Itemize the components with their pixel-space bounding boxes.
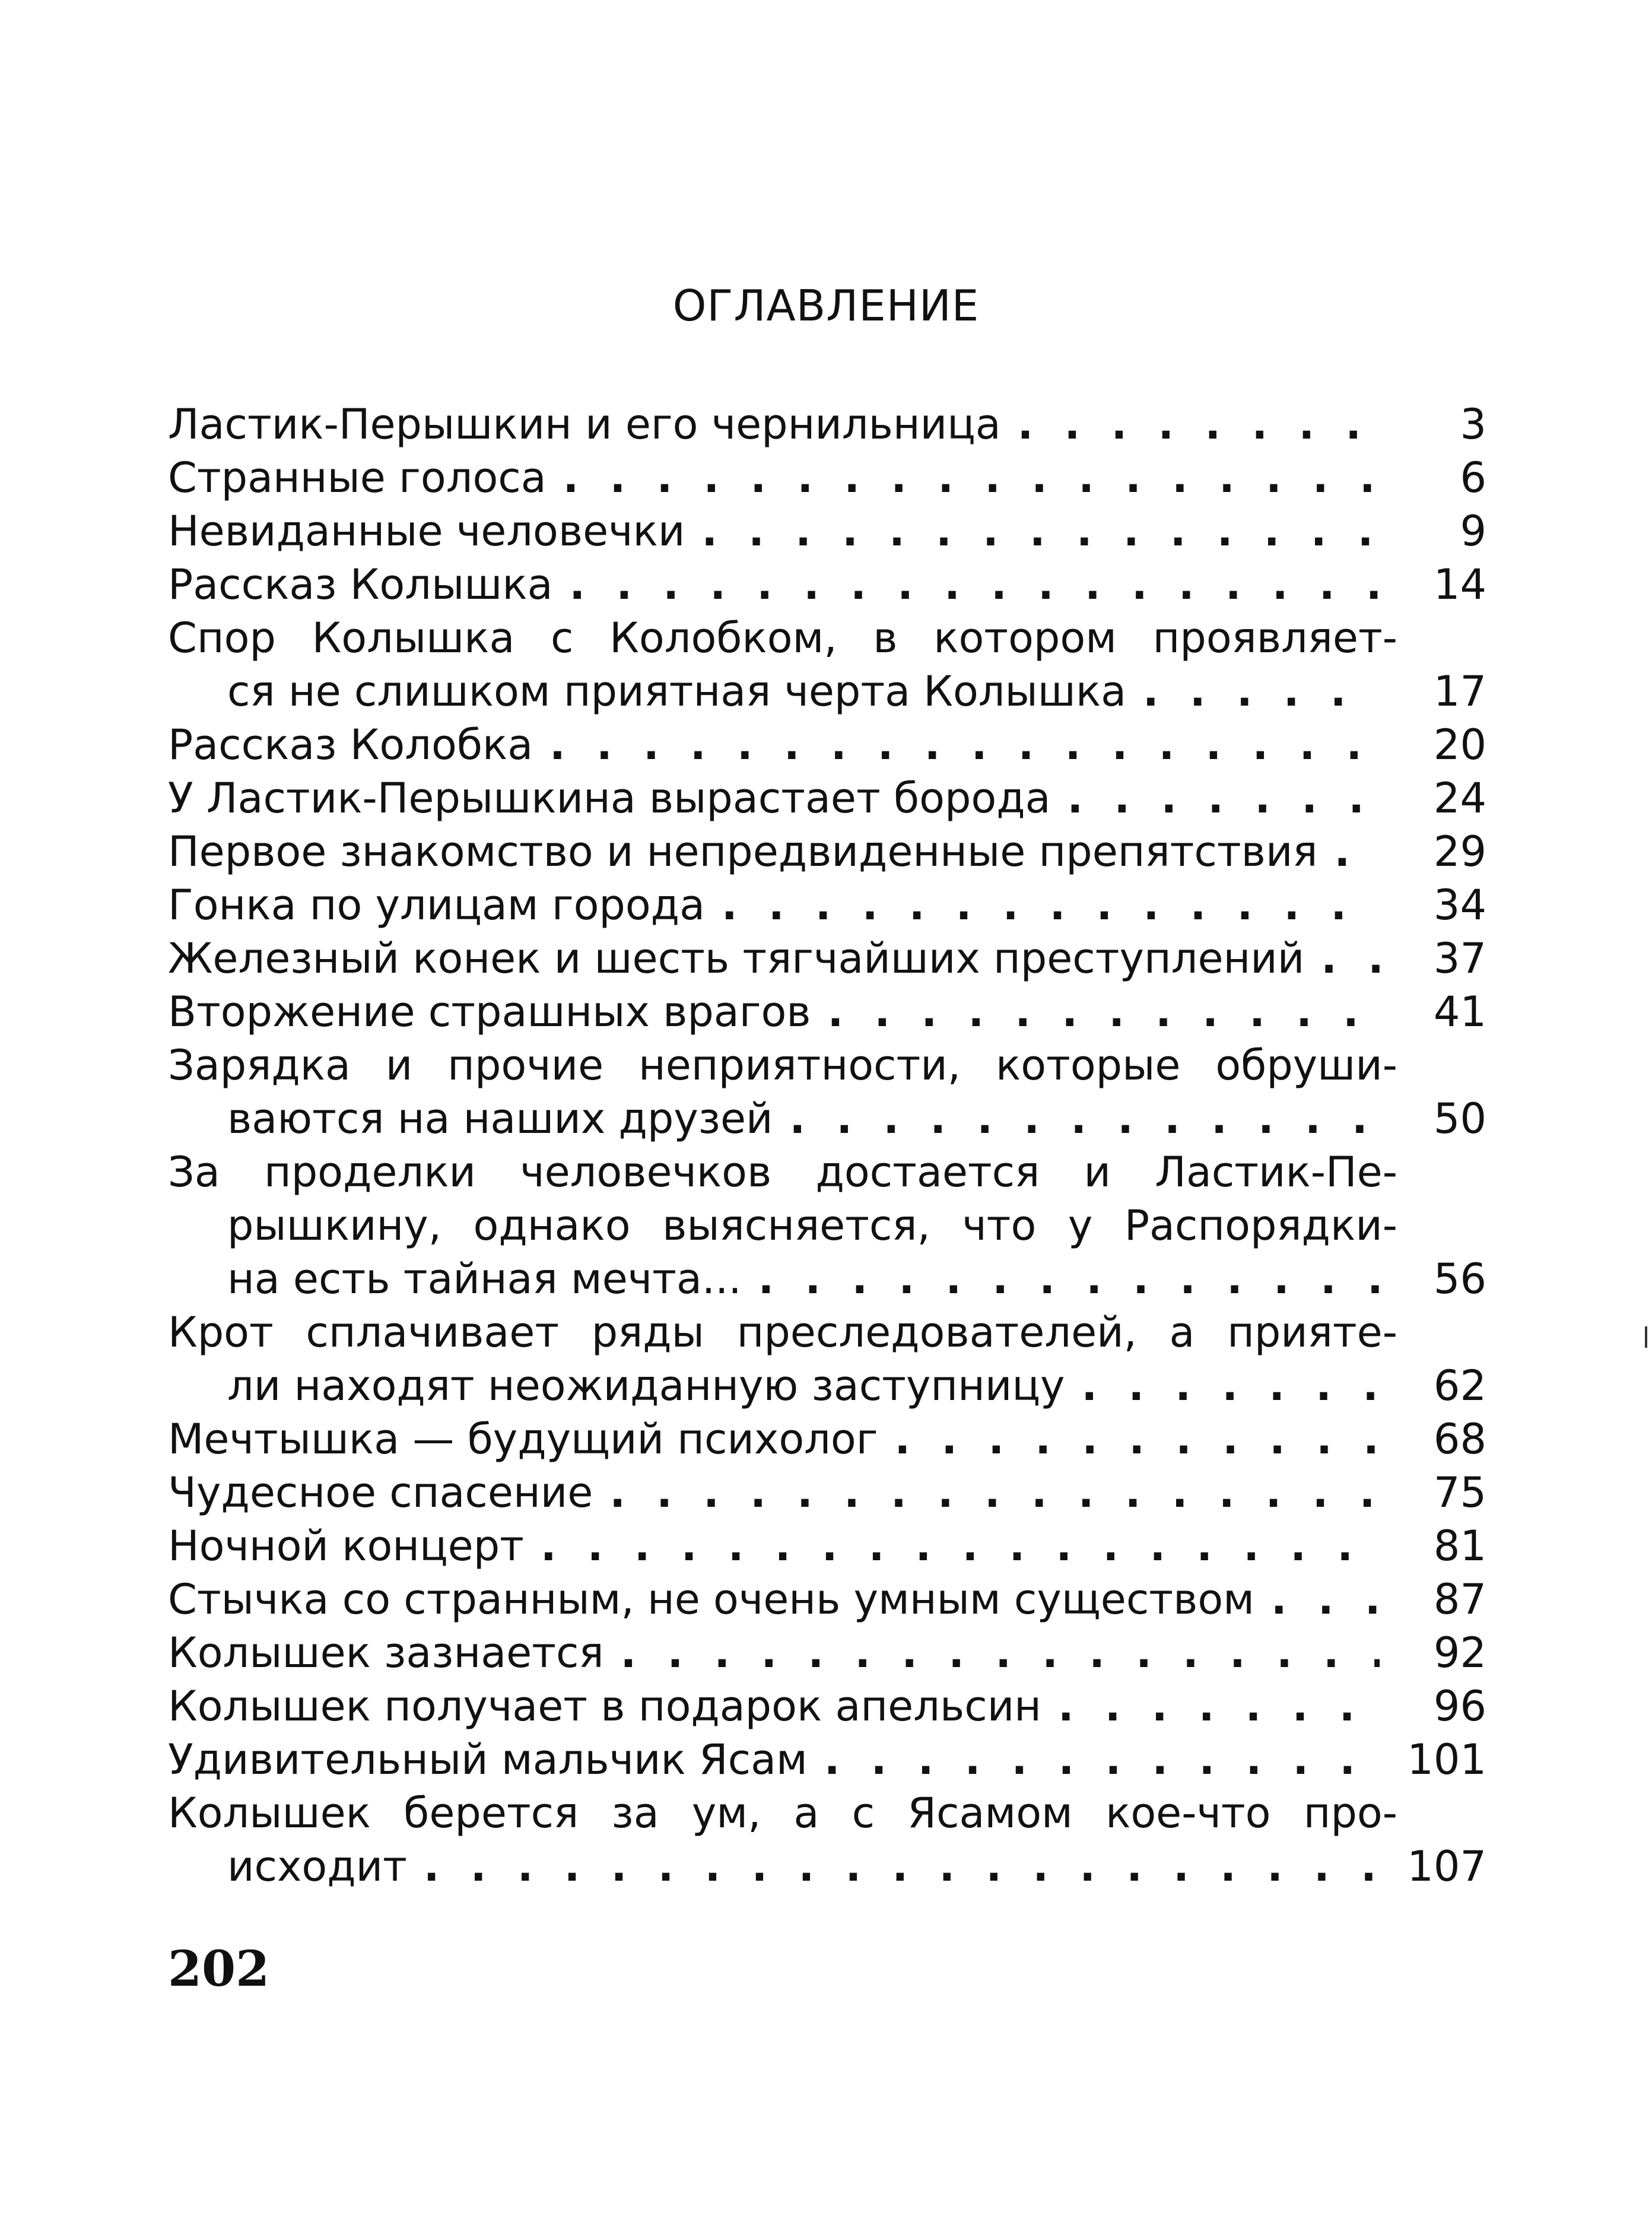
dot-leader <box>1058 1680 1380 1733</box>
toc-entry-page: 24 <box>1433 774 1486 823</box>
toc-entry-title: Первое знакомство и непредвиденные препятствия <box>168 827 1318 876</box>
toc-entry-title: Удивительный мальчик Ясам <box>168 1735 808 1784</box>
dot-leader <box>549 718 1380 772</box>
dot-leader <box>1081 1359 1380 1412</box>
toc-entry-title: на есть тайная мечта... <box>227 1255 742 1303</box>
toc-entry-page: 3 <box>1460 400 1486 449</box>
toc-entry-title: За проделки человечков достается и Ластик-Пе- <box>168 1148 1397 1196</box>
dot-leader <box>424 1840 1380 1893</box>
toc-entry-line <box>168 1519 1486 1573</box>
toc-entry-title: ся не слишком приятная черта Колышка <box>227 667 1127 716</box>
toc-entry-line <box>168 1786 1486 1840</box>
toc-entry-line <box>168 1573 1486 1626</box>
dot-leader <box>563 451 1380 504</box>
page-number: 202 <box>168 1941 270 1998</box>
toc-entry-line <box>168 1092 1486 1145</box>
toc-entry-line <box>168 611 1486 665</box>
toc-entry-title: рышкину, однако выясняется, что у Распорядки- <box>227 1201 1397 1250</box>
toc-entry-line <box>168 1199 1486 1252</box>
toc-entry-title: ваются на наших друзей <box>227 1094 773 1143</box>
toc-entry-line <box>168 1733 1486 1786</box>
dot-leader <box>1335 825 1380 878</box>
toc-entry-line <box>168 1840 1486 1893</box>
toc-entry-page: 56 <box>1433 1255 1486 1303</box>
toc-entry-title: Невиданные человечки <box>168 507 685 555</box>
dot-leader <box>541 1519 1380 1573</box>
toc-entry-page: 17 <box>1433 667 1486 716</box>
dot-leader <box>609 1466 1380 1519</box>
table-of-contents <box>168 398 1486 1893</box>
toc-entry-line <box>168 1145 1486 1199</box>
toc-entry-page: 29 <box>1433 827 1486 876</box>
toc-entry-title: Стычка со странным, не очень умным существом <box>168 1575 1254 1624</box>
toc-entry-page: 20 <box>1433 720 1486 769</box>
dot-leader <box>895 1412 1380 1466</box>
toc-entry-title: исходит <box>227 1842 407 1891</box>
scan-artifact <box>1645 1326 1647 1348</box>
contents-heading: ОГЛАВЛЕНИЕ <box>672 281 980 331</box>
toc-entry-line <box>168 772 1486 825</box>
toc-entry-line <box>168 1626 1486 1680</box>
toc-entry-line <box>168 398 1486 451</box>
toc-entry-line <box>168 1466 1486 1519</box>
toc-entry-title: Гонка по улицам города <box>168 881 705 929</box>
toc-entry-page: 81 <box>1433 1522 1486 1570</box>
dot-leader <box>701 504 1380 558</box>
toc-entry-line <box>168 1306 1486 1359</box>
dot-leader <box>824 1733 1380 1786</box>
dot-leader <box>1271 1573 1380 1626</box>
toc-entry-title: Колышек получает в подарок апельсин <box>168 1682 1041 1731</box>
toc-entry-page: 92 <box>1433 1628 1486 1677</box>
toc-entry-line <box>168 1252 1486 1306</box>
dot-leader <box>1321 932 1380 985</box>
toc-entry-page: 96 <box>1433 1682 1486 1731</box>
toc-entry-page: 14 <box>1433 560 1486 609</box>
toc-entry-title: У Ластик-Перышкина вырастает борода <box>168 774 1051 823</box>
dot-leader <box>1018 398 1380 451</box>
toc-entry-page: 37 <box>1433 934 1486 983</box>
toc-entry-page: 75 <box>1433 1468 1486 1517</box>
toc-entry-title: Зарядка и прочие неприятности, которые обруши- <box>168 1041 1397 1090</box>
toc-entry-page: 9 <box>1460 507 1486 555</box>
toc-entry-title: Рассказ Колышка <box>168 560 553 609</box>
dot-leader <box>1068 772 1380 825</box>
toc-entry-page: 41 <box>1433 988 1486 1036</box>
toc-entry-title: Вторжение страшных врагов <box>168 988 811 1036</box>
toc-entry-title: ли находят неожиданную заступницу <box>227 1361 1065 1410</box>
dot-leader <box>570 558 1380 611</box>
toc-entry-line <box>168 1039 1486 1092</box>
toc-entry-line <box>168 985 1486 1039</box>
toc-entry-title: Ночной концерт <box>168 1522 524 1570</box>
toc-entry-line <box>168 665 1486 718</box>
dot-leader <box>828 985 1380 1039</box>
toc-entry-line <box>168 504 1486 558</box>
toc-entry-page: 34 <box>1433 881 1486 929</box>
toc-entry-line <box>168 932 1486 985</box>
toc-entry-page: 87 <box>1433 1575 1486 1624</box>
toc-entry-line <box>168 718 1486 772</box>
toc-entry-title: Рассказ Колобка <box>168 720 533 769</box>
toc-entry-line <box>168 878 1486 932</box>
toc-entry-page: 107 <box>1407 1842 1486 1891</box>
toc-entry-page: 101 <box>1407 1735 1486 1784</box>
toc-entry-page: 6 <box>1460 453 1486 502</box>
toc-entry-line <box>168 825 1486 878</box>
toc-entry-title: Странные голоса <box>168 453 547 502</box>
toc-entry-line <box>168 558 1486 611</box>
toc-entry-title: Мечтышка — будущий психолог <box>168 1415 878 1463</box>
toc-entry-title: Колышек берется за ум, а с Ясамом кое-что про- <box>168 1789 1397 1837</box>
dot-leader <box>758 1252 1380 1306</box>
dot-leader <box>1143 665 1380 718</box>
toc-entry-page: 68 <box>1433 1415 1486 1463</box>
toc-entry-title: Спор Колышка с Колобком, в котором проявляет- <box>168 614 1397 662</box>
toc-entry-title: Крот сплачивает ряды преследователей, а прияте- <box>168 1308 1397 1357</box>
toc-entry-title: Ластик-Перышкин и его чернильница <box>168 400 1001 449</box>
toc-entry-title: Железный конек и шесть тягчайших преступлений <box>168 934 1305 983</box>
toc-entry-title: Чудесное спасение <box>168 1468 593 1517</box>
toc-entry-line <box>168 1359 1486 1412</box>
dot-leader <box>722 878 1380 932</box>
toc-entry-line <box>168 451 1486 504</box>
dot-leader <box>790 1092 1380 1145</box>
toc-entry-page: 62 <box>1433 1361 1486 1410</box>
toc-entry-page: 50 <box>1433 1094 1486 1143</box>
toc-entry-title: Колышек зазнается <box>168 1628 604 1677</box>
dot-leader <box>621 1626 1380 1680</box>
toc-entry-line <box>168 1412 1486 1466</box>
toc-entry-line <box>168 1680 1486 1733</box>
